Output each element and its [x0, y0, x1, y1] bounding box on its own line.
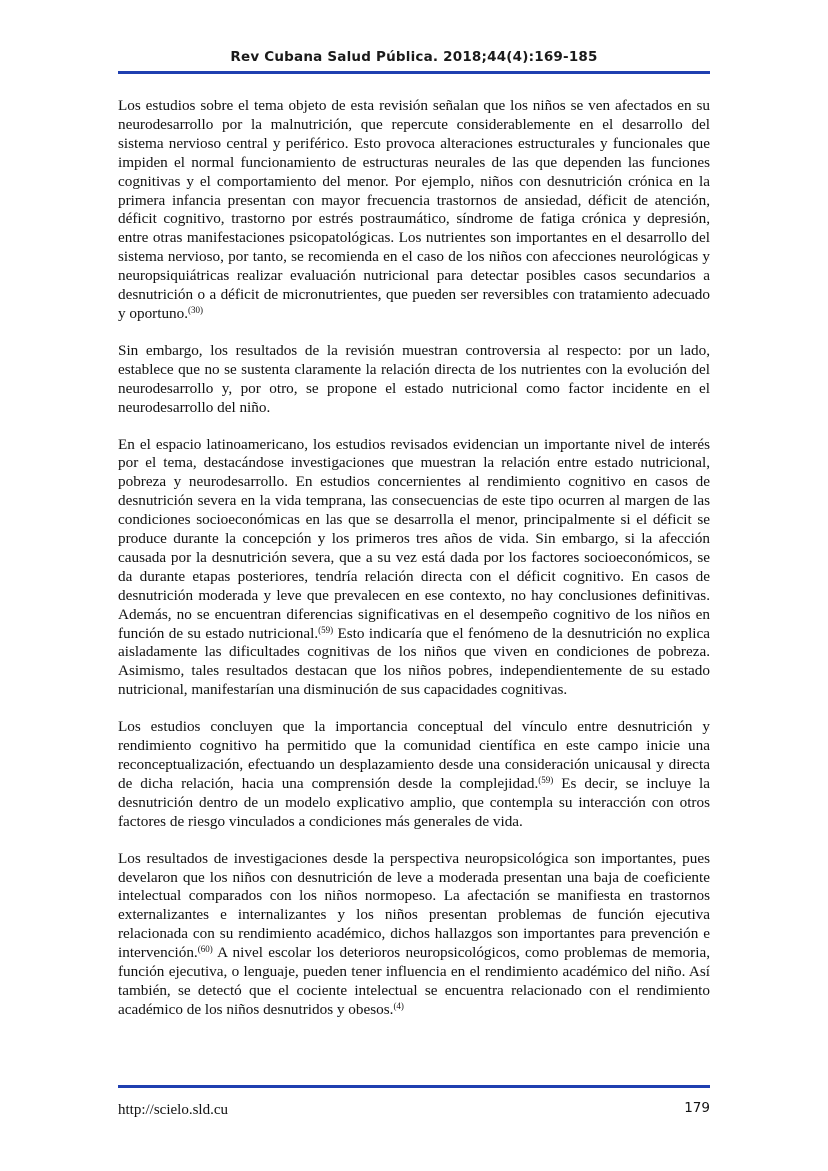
paragraph-text: Los estudios concluyen que la importancia conceptual del vínculo entre desnutrición y rendimiento cognitivo ha permitido que la comunidad científica en este campo inicie una reconceptualización, efectuando un desplazamiento desde una consideración unicausal y directa de dicha relación, hacia una comprensión desde la complejidad. [118, 718, 710, 792]
citation-ref: (60) [197, 944, 213, 955]
paragraph-text: A nivel escolar los deterioros neuropsicológicos, como problemas de memoria, función ejecutiva, o lenguaje, pueden tener influencia en el rendimiento académico del niño. Así también, se detectó que el cociente intelectual se encuentra relacionado con el rendimiento académico de los niños desnutridos y obesos. [118, 944, 710, 1018]
paragraph-text: Es decir, se incluye la desnutrición dentro de un modelo explicativo amplio, que contempla su interacción con otros factores de riesgo vinculados a condiciones más generales de vida. [118, 774, 710, 830]
paragraph-text: En el espacio latinoamericano, los estudios revisados evidencian un importante nivel de interés por el tema, destacándose investigaciones que muestran la relación entre estado nutricional, pobreza y neurodesarrollo. En estudios concernientes al rendimiento cognitivo en casos de desnutrición severa en la vida temprana, las consecuencias de este tipo ocurren al margen de las condiciones socioeconómicas en las que se desarrolla el menor, principalmente si el déficit se produce durante la concepción y los primeros tres años de vida. Sin embargo, si la afección causada por la desnutrición severa, que a su vez está dada por los factores socioeconómicos, se da durante etapas posteriores, tendría relación directa con el déficit cognitivo. En casos de desnutrición moderada y leve que prevalecen en ese contexto, no hay conclusiones definitivas. Además, no se encuentran diferencias significativas en el desempeño cognitivo de los niños en función de su estado nutricional. [118, 435, 710, 642]
paragraph-1 [118, 97, 710, 324]
paragraph-3 [118, 436, 710, 701]
citation-ref: (30) [188, 304, 204, 315]
paragraph-2 [118, 342, 710, 418]
paragraph-text: Los resultados de investigaciones desde la perspectiva neuropsicológica son importantes, pues develaron que los niños con desnutrición de leve a moderada presentan una baja de coeficiente intelectual comparados con los niños normopeso. La afectación se manifiesta en trastornos externalizantes e internalizantes y los niños presentan problemas de función ejecutiva relacionada con su rendimiento académico, dichos hallazgos son importantes para prevención e intervención. [118, 849, 710, 962]
article-body [118, 97, 710, 1020]
header-divider [118, 71, 710, 74]
footer-divider [118, 1085, 710, 1088]
paragraph-4 [118, 718, 710, 831]
footer-url: http://scielo.sld.cu [118, 1102, 228, 1118]
citation-ref: (59) [318, 624, 334, 635]
page-number: 179 [684, 1100, 710, 1116]
citation-ref: (59) [538, 774, 554, 785]
paragraph-5 [118, 850, 710, 1020]
journal-header: Rev Cubana Salud Pública. 2018;44(4):169-185 [230, 49, 598, 65]
paragraph-text: Los estudios sobre el tema objeto de esta revisión señalan que los niños se ven afectados en su neurodesarrollo por la malnutrición, que repercute considerablemente en el desarrollo del sistema nervioso central y periférico. Esto provoca alteraciones estructurales y funcionales que impiden el normal funcionamiento de estructuras neurales de las que dependen las funciones cognitivas y el comportamiento del menor. Por ejemplo, niños con desnutrición crónica en la primera infancia presentan con mayor frecuencia trastornos de ansiedad, déficit de atención, déficit cognitivo, trastorno por estrés postraumático, síndrome de fatiga crónica y depresión, entre otras manifestaciones psicopatológicas. Los nutrientes son importantes en el desarrollo del sistema nervioso, por tanto, se recomienda en el caso de los niños con afecciones neurológicas y neuropsiquiátricas realizar evaluación nutricional para detectar posibles casos secundarios a desnutrición o a déficit de micronutrientes, que pueden ser reversibles con tratamiento adecuado y oportuno. [118, 97, 710, 322]
citation-ref: (4) [393, 1000, 404, 1011]
paragraph-text: Esto indicaría que el fenómeno de la desnutrición no explica aisladamente las dificultades cognitivas de los niños que viven en condiciones de pobreza. Asimismo, tales resultados destacan que los niños pobres, independientemente de su estado nutricional, manifestarían una disminución de sus capacidades cognitivas. [118, 624, 711, 699]
paragraph-text: Sin embargo, los resultados de la revisión muestran controversia al respecto: por un lado, establece que no se sustenta claramente la relación directa de los nutrientes con la evolución del neurodesarrollo y, por otro, se propone el estado nutricional como factor incidente en el neurodesarrollo del niño. [118, 341, 710, 416]
